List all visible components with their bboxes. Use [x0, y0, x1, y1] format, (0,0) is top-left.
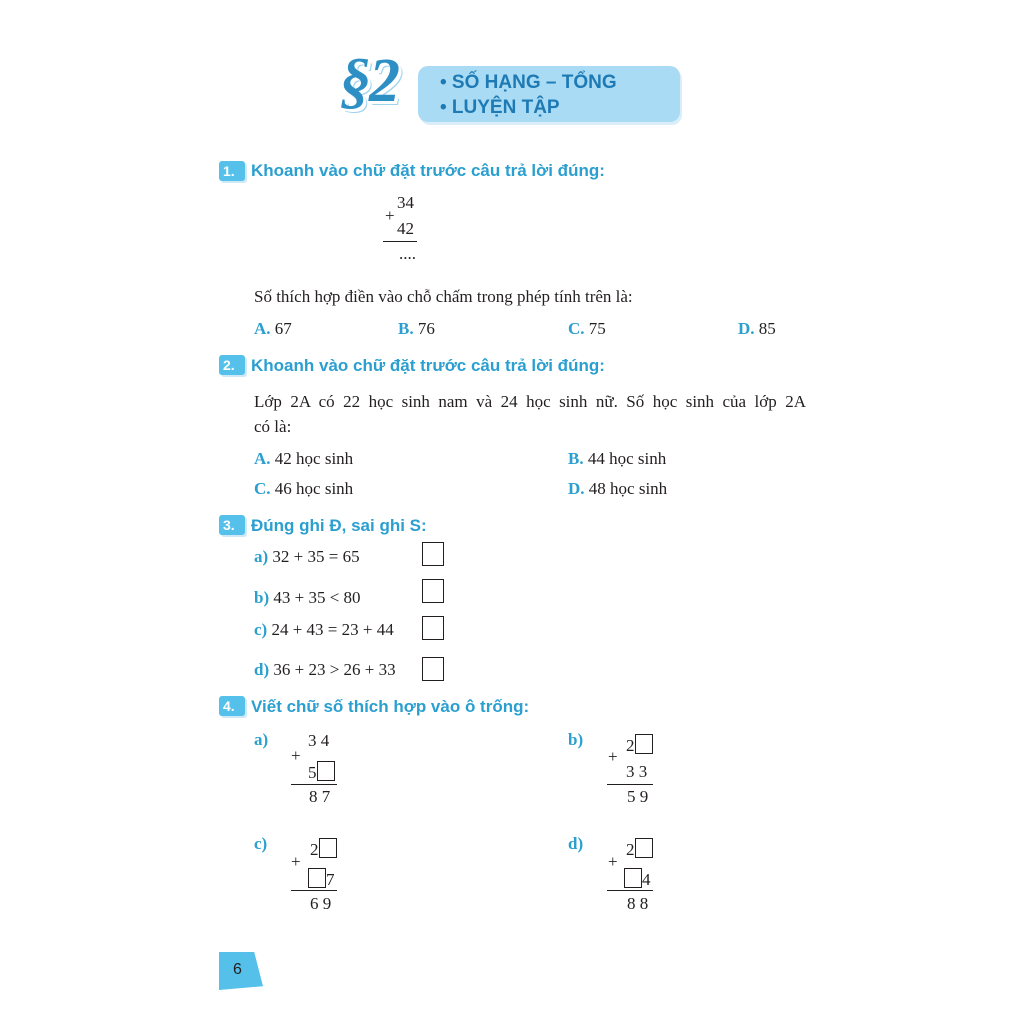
ex3-item-b: b) 43 + 35 < 80: [254, 588, 361, 607]
ex1-calc-plus: +: [385, 206, 395, 225]
ex3-answer-box-c[interactable]: [422, 616, 444, 640]
ex4-c-rule: [291, 890, 337, 891]
ex4-c-result: 6 9: [310, 894, 332, 913]
ex4-a-label: a): [254, 730, 269, 749]
ex4-b-blank[interactable]: [635, 734, 653, 754]
ex4-b-bottom: 3 3: [626, 762, 648, 781]
section-title-line1: • SỐ HẠNG – TỔNG: [440, 72, 617, 93]
ex2-option-c[interactable]: C. 46 học sinh: [254, 479, 354, 498]
exercise-4-title: Viết chữ số thích hợp vào ô trống:: [251, 697, 530, 716]
ex2-option-b[interactable]: B. 44 học sinh: [568, 449, 667, 468]
ex4-c-top: 2: [310, 838, 337, 860]
ex2-question-line1: Lớp 2A có 22 học sinh nam và 24 học sinh nữ. Số học sinh của lớp 2A: [254, 392, 806, 411]
ex1-calc-result: ....: [399, 244, 416, 263]
ex4-b-top: 2: [626, 734, 653, 756]
ex4-a-plus: +: [291, 746, 301, 765]
ex4-d-result: 8 8: [627, 894, 649, 913]
exercise-1-badge: 1.: [219, 161, 245, 181]
ex4-a-blank[interactable]: [317, 761, 335, 781]
ex4-d-bottom: 4: [624, 868, 651, 890]
ex4-c-plus: +: [291, 852, 301, 871]
ex4-d-label: d): [568, 834, 584, 853]
ex1-option-a[interactable]: A. 67: [254, 319, 292, 338]
ex1-calc-bottom: 42: [397, 219, 414, 238]
exercise-3-badge: 3.: [219, 515, 245, 535]
ex3-answer-box-d[interactable]: [422, 657, 444, 681]
exercise-4-badge: 4.: [219, 696, 245, 716]
ex4-b-plus: +: [608, 747, 618, 766]
ex4-a-bottom: 5: [308, 761, 335, 783]
ex4-c-bottom: 7: [308, 868, 335, 890]
ex1-question: Số thích hợp điền vào chỗ chấm trong phép tính trên là:: [254, 287, 633, 306]
ex3-item-a: a) 32 + 35 = 65: [254, 547, 360, 566]
ex3-answer-box-a[interactable]: [422, 542, 444, 566]
ex4-d-rule: [607, 890, 653, 891]
ex4-a-result: 8 7: [309, 787, 331, 806]
exercise-1-title: Khoanh vào chữ đặt trước câu trả lời đúng:: [251, 161, 605, 180]
ex4-c-label: c): [254, 834, 268, 853]
ex1-option-c[interactable]: C. 75: [568, 319, 606, 338]
page-number: 6: [233, 961, 242, 978]
ex1-option-d[interactable]: D. 85: [738, 319, 776, 338]
ex4-b-result: 5 9: [627, 787, 649, 806]
ex2-option-a[interactable]: A. 42 học sinh: [254, 449, 354, 468]
ex3-item-c: c) 24 + 43 = 23 + 44: [254, 620, 394, 639]
ex1-option-b[interactable]: B. 76: [398, 319, 435, 338]
ex1-calc-rule: [383, 241, 417, 242]
ex4-d-blank-bottom[interactable]: [624, 868, 642, 888]
section-title-line2: • LUYỆN TẬP: [440, 97, 560, 118]
exercise-2-badge: 2.: [219, 355, 245, 375]
ex4-a-rule: [291, 784, 337, 785]
ex4-d-top: 2: [626, 838, 653, 860]
exercise-3-title: Đúng ghi Đ, sai ghi S:: [251, 516, 427, 535]
ex1-calc-top: 34: [397, 193, 414, 212]
ex2-question-line2: có là:: [254, 417, 292, 436]
ex4-c-blank-top[interactable]: [319, 838, 337, 858]
ex4-d-blank-top[interactable]: [635, 838, 653, 858]
ex3-item-d: d) 36 + 23 > 26 + 33: [254, 660, 396, 679]
exercise-2-title: Khoanh vào chữ đặt trước câu trả lời đúng:: [251, 356, 605, 375]
ex3-answer-box-b[interactable]: [422, 579, 444, 603]
ex4-b-label: b): [568, 730, 584, 749]
section-number: §2: [340, 47, 398, 115]
ex2-option-d[interactable]: D. 48 học sinh: [568, 479, 668, 498]
ex4-d-plus: +: [608, 852, 618, 871]
ex4-a-top: 3 4: [308, 731, 330, 750]
ex4-b-rule: [607, 784, 653, 785]
ex4-c-blank-bottom[interactable]: [308, 868, 326, 888]
